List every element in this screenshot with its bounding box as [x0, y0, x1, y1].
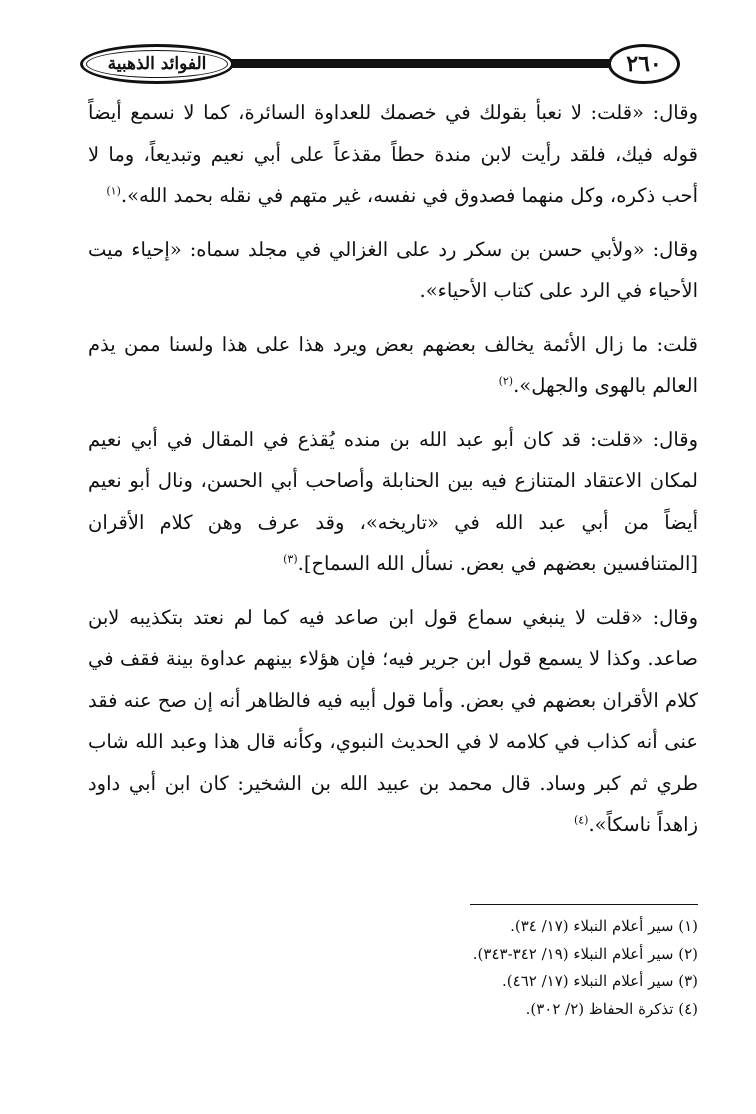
footnote-ref-1: (١): [106, 184, 121, 198]
footnote-ref-2: (٢): [498, 374, 514, 388]
footnote-3: (٣) سير أعلام النبلاء (١٧/ ٤٦٢).: [502, 972, 698, 990]
main-text: [88, 92, 698, 858]
footnote-1: (١) سير أعلام النبلاء (١٧/ ٣٤).: [510, 917, 698, 935]
paragraph-2: وقال: «ولأبي حسن بن سكر رد على الغزالي في مجلد سماه: «إحياء ميت الأحياء في الرد على كتاب الأحياء».: [88, 237, 698, 302]
footnotes: [300, 913, 698, 1023]
paragraph-4: وقال: «قلت: قد كان أبو عبد الله بن منده يُقذع في المقال في أبي نعيم لمكان الاعتقاد المتنازع فيه بين الحنابلة وأصاحب أبي الحسن، ونال أبو نعيم أيضاً من أبي عبد الله في «تاريخه»، وقد عرف وهن كلام الأقران [المتنافسين بعضهم في بعض. نسأل الله السماح].$^{(٣)}$: [88, 427, 698, 575]
page-number-frame: [608, 44, 680, 84]
paragraph-3: قلت: ما زال الأئمة يخالف بعضهم بعض ويرد هذا على هذا ولسنا ممن يذم العالم بالهوى والجهل».$^{(٢)}$: [88, 332, 698, 397]
footnote-2: (٢) سير أعلام النبلاء (١٩/ ٣٤٢-٣٤٣).: [472, 944, 698, 963]
footnote-4: (٤) تذكرة الحفاظ (٢/ ٣٠٢).: [525, 999, 698, 1018]
page-number: ٢٦٠: [626, 51, 662, 77]
footnote-ref-4: (٤): [573, 813, 589, 827]
paragraph-1: وقال: «قلت: لا نعبأ بقولك في خصمك للعداوة السائرة، كما لا نسمع أيضاً قوله فيك، فلقد رأيت لابن مندة حطاً مقذعاً على أبي نعيم وتبديعاً، وما لا أحب ذكره، وكل منهما فصدوق في نفسه، غير متهم في نقله بحمد الله».$^{(١)}$: [88, 101, 698, 207]
footnote-separator: [470, 904, 698, 905]
footnote-ref-3: (٣): [283, 552, 298, 566]
page-header: [80, 42, 680, 88]
paragraph-5: وقال: «قلت لا ينبغي سماع قول ابن صاعد فيه كما لم نعتد بتكذيبه لابن صاعد. وكذا لا يسمع قول ابن جرير فيه؛ فإن هؤلاء بينهم عداوة بينة فقف في كلام الأقران بعضهم في بعض. وأما قول أبيه فيه فالظاهر أنه إن صح عنه فقد عنى أنه كذاب في كلامه لا في الحديث النبوي، وكأنه قال هذا وعبد الله شاب طري ثم كبر وساد. قال محمد بن عبيد الله بن الشخير: كان ابن أبي داود زاهداً ناسكاً».$^{(٤)}$: [88, 605, 698, 836]
book-title-frame: [80, 44, 234, 84]
book-title: الفوائد الذهبية: [107, 54, 207, 74]
header-rule: [230, 59, 610, 68]
